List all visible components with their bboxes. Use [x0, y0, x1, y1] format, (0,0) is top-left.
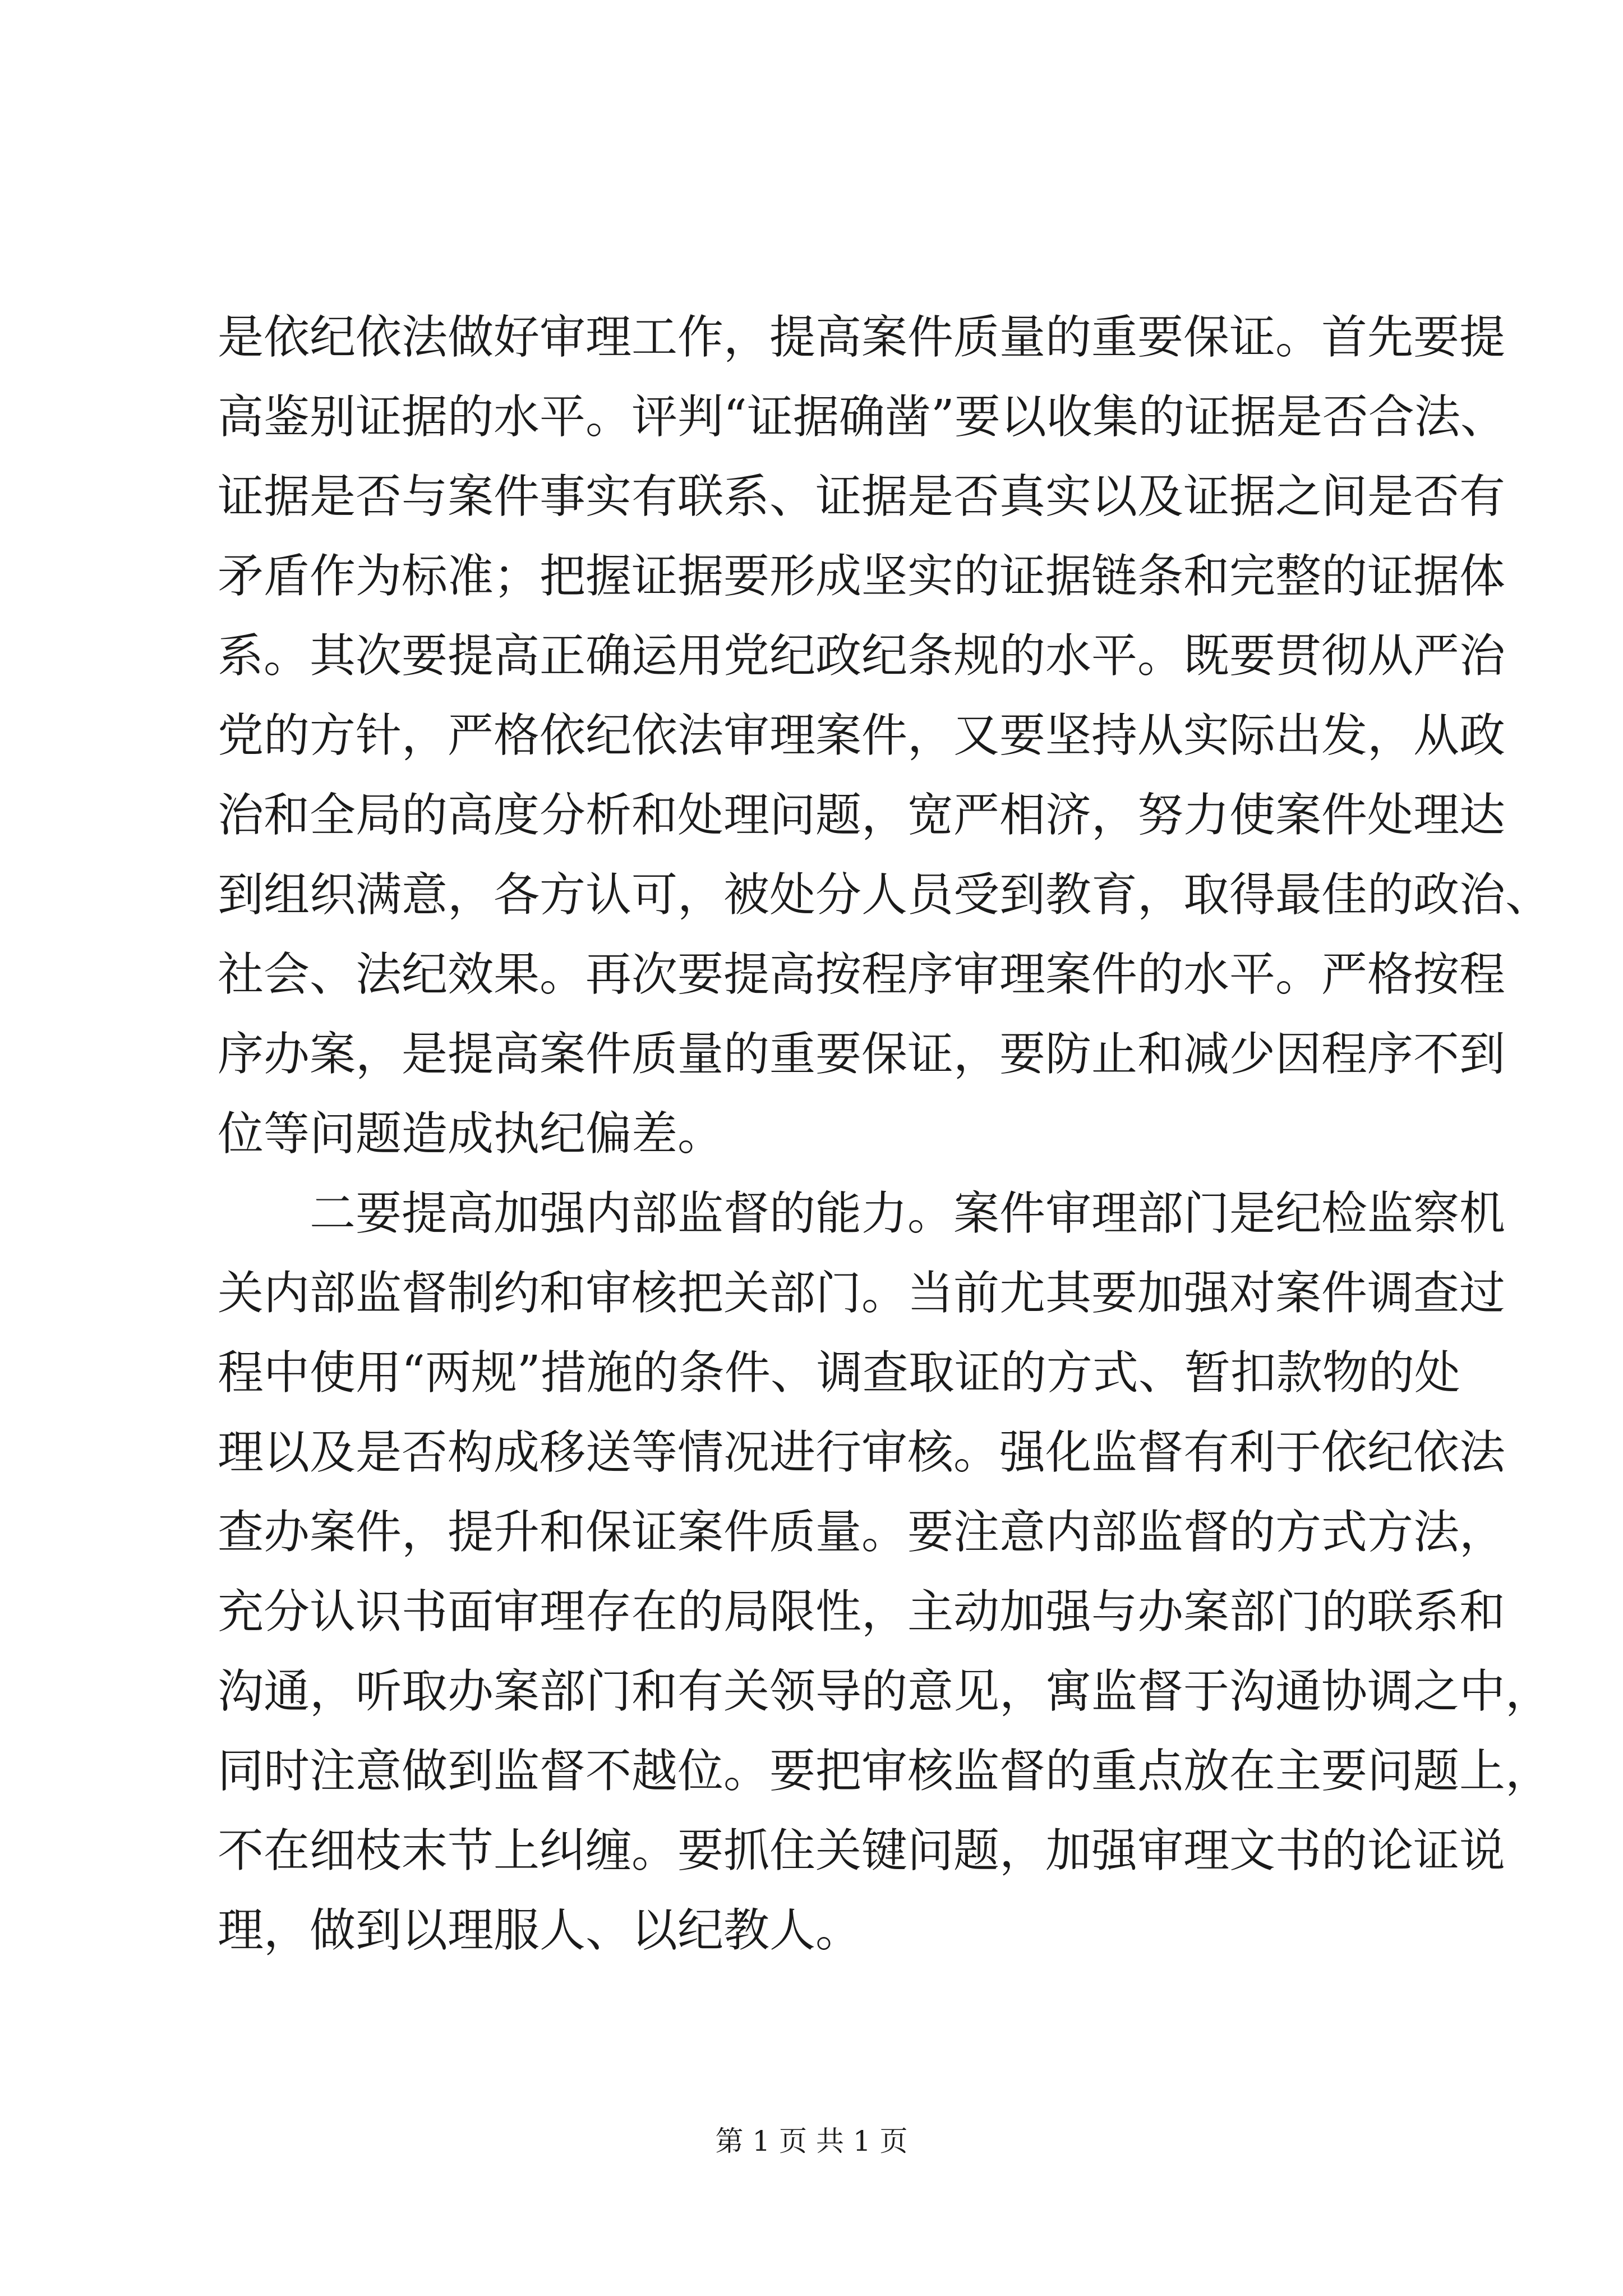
text-line: 矛盾作为标准；把握证据要形成坚实的证据链条和完整的证据体: [218, 550, 1506, 603]
text-line: 到组织满意，各方认可，被处分人员受到教育，取得最佳的政治、: [218, 868, 1552, 922]
text-line: 证据是否与案件事实有联系、证据是否真实以及证据之间是否有: [218, 470, 1506, 523]
text-line: 是依纪依法做好审理工作，提高案件质量的重要保证。首先要提: [218, 311, 1506, 364]
text-line: 沟通，听取办案部门和有关领导的意见，寓监督于沟通协调之中，: [218, 1665, 1552, 1718]
text-line: 不在细枝末节上纠缠。要抓住关键问题，加强审理文书的论证说: [218, 1824, 1506, 1878]
text-line: 关内部监督制约和审核把关部门。当前尤其要加强对案件调查过: [218, 1267, 1506, 1320]
text-line: 序办案，是提高案件质量的重要保证，要防止和减少因程序不到: [218, 1028, 1506, 1081]
text-line: 二要提高加强内部监督的能力。案件审理部门是纪检监察机: [310, 1187, 1506, 1240]
text-line: 查办案件，提升和保证案件质量。要注意内部监督的方式方法，: [218, 1506, 1506, 1559]
text-line: 社会、法纪效果。再次要提高按程序审理案件的水平。严格按程: [218, 948, 1506, 1001]
text-line: 高鉴别证据的水平。评判“证据确凿”要以收集的证据是否合法、: [218, 390, 1506, 444]
text-line: 治和全局的高度分析和处理问题，宽严相济，努力使案件处理达: [218, 789, 1506, 842]
text-line: 理，做到以理服人、以纪教人。: [218, 1904, 862, 1957]
text-line: 系。其次要提高正确运用党纪政纪条规的水平。既要贯彻从严治: [218, 629, 1506, 683]
text-line: 同时注意做到监督不越位。要把审核监督的重点放在主要问题上，: [218, 1745, 1552, 1798]
page-footer: 第 1 页 共 1 页: [715, 2125, 908, 2157]
text-line: 党的方针，严格依纪依法审理案件，又要坚持从实际出发，从政: [218, 709, 1506, 762]
text-line: 充分认识书面审理存在的局限性，主动加强与办案部门的联系和: [218, 1585, 1506, 1639]
text-line: 程中使用“两规”措施的条件、调查取证的方式、暂扣款物的处: [218, 1346, 1460, 1400]
text-line: 理以及是否构成移送等情况进行审核。强化监督有利于依纪依法: [218, 1426, 1506, 1479]
text-line: 位等问题造成执纪偏差。: [218, 1107, 724, 1161]
